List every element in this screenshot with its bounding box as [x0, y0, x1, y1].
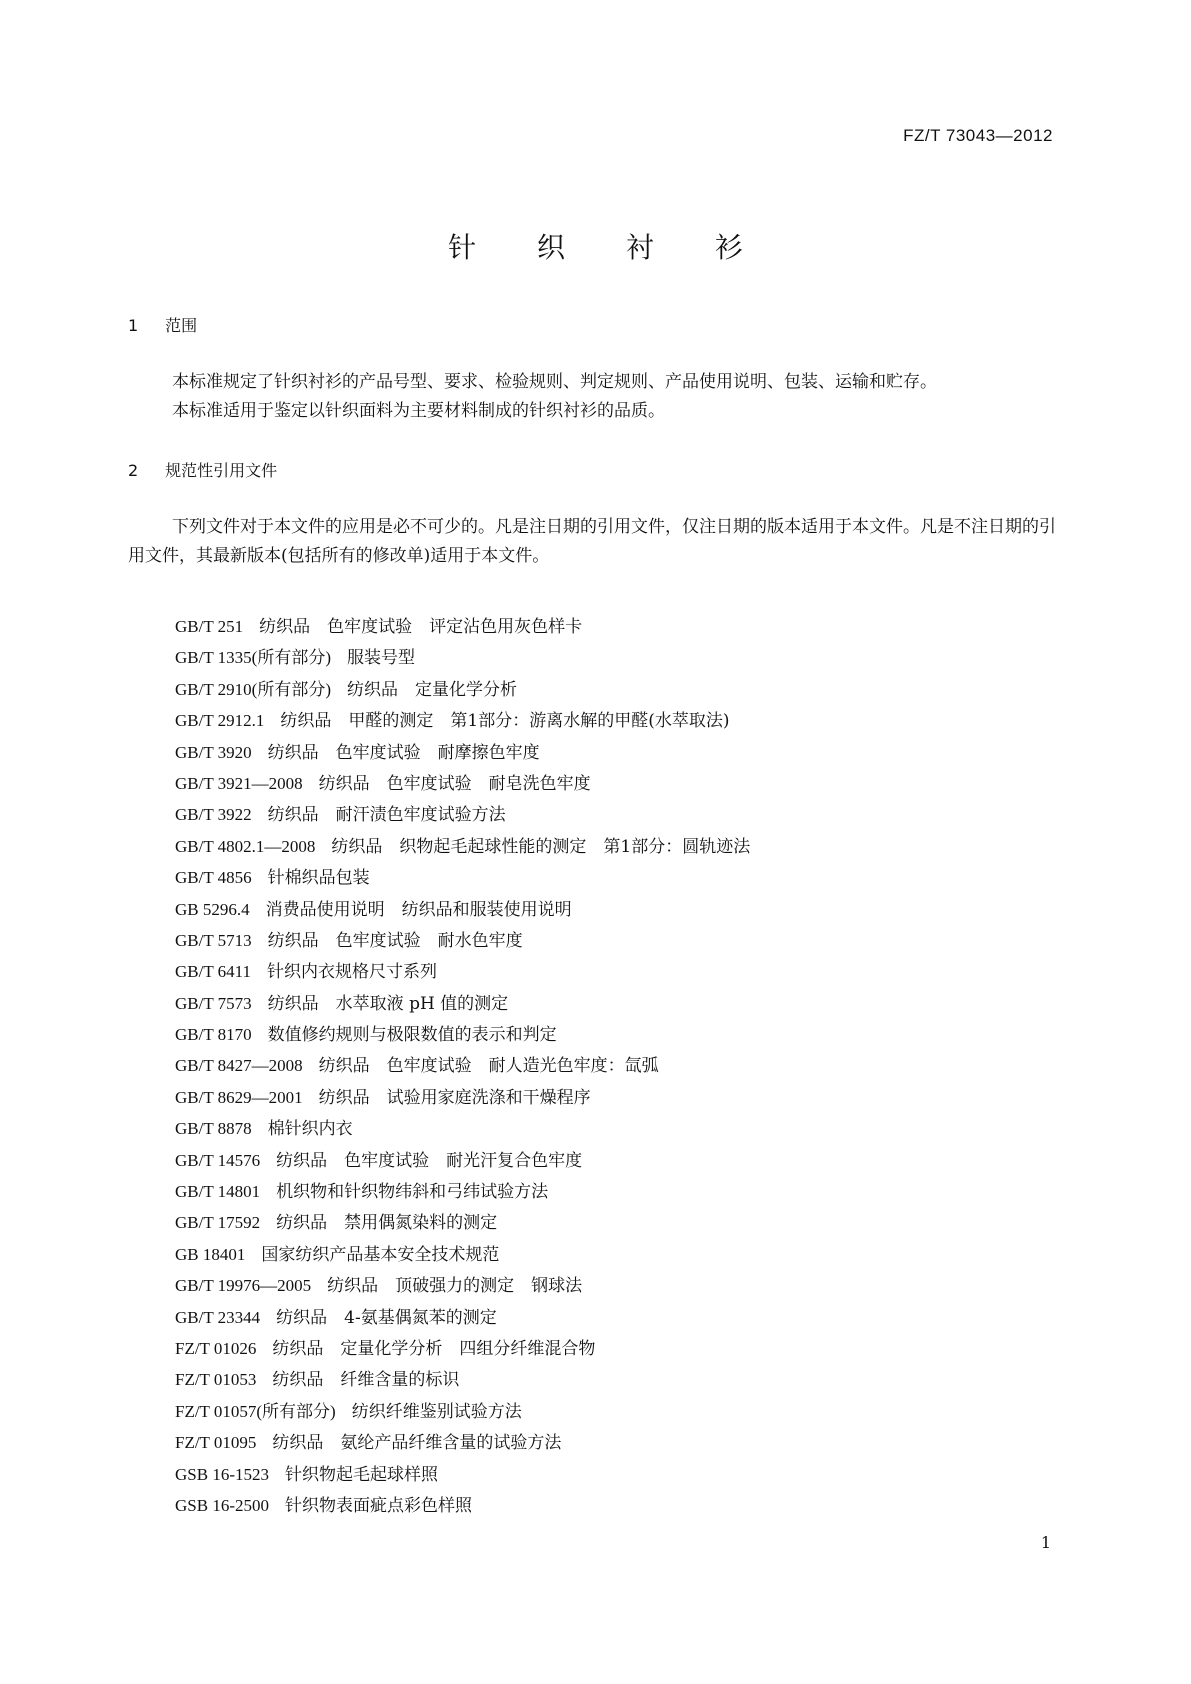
reference-item: [175, 1302, 750, 1333]
reference-code: GB/T 1335(所有部分): [175, 648, 331, 668]
reference-item: [175, 737, 750, 768]
reference-title: 纺织品 试验用家庭洗涤和干燥程序: [318, 1087, 591, 1108]
references-intro: [128, 513, 1068, 571]
paragraph: 本标准适用于鉴定以针织面料为主要材料制成的针织衬衫的品质。: [172, 401, 665, 421]
reference-code: GB 18401: [175, 1244, 246, 1264]
reference-title: 纺织品 色牢度试验 耐水色牢度: [267, 930, 523, 951]
reference-title: 纺织品 定量化学分析: [347, 679, 517, 700]
reference-item: [175, 988, 750, 1019]
reference-code: GB/T 2910(所有部分): [175, 679, 331, 699]
reference-title: 纺织品 定量化学分析 四组分纤维混合物: [272, 1338, 596, 1359]
page-number: 1: [1040, 1533, 1051, 1552]
standard-code: FZ/T 73043—2012: [903, 126, 1053, 145]
section-title: 规范性引用文件: [165, 461, 278, 480]
reference-code: FZ/T 01026: [175, 1338, 257, 1358]
reference-code: GB/T 251: [175, 617, 244, 636]
reference-title: 服装号型: [347, 648, 415, 669]
reference-code: GB/T 4802.1—2008: [175, 836, 316, 856]
reference-item: [175, 1019, 750, 1050]
paragraph: 本标准规定了针织衬衫的产品号型、要求、检验规则、判定规则、产品使用说明、包装、运输和贮存。: [172, 372, 937, 392]
reference-code: FZ/T 01053: [175, 1370, 257, 1390]
reference-item: [175, 1050, 750, 1081]
reference-item: [175, 705, 750, 736]
reference-title: 纺织品 纤维含量的标识: [272, 1370, 460, 1391]
reference-title: 纺织品 4-氨基偶氮苯的测定: [276, 1307, 497, 1328]
reference-code: GB/T 14576: [175, 1150, 261, 1170]
scope-text: [128, 368, 1068, 426]
reference-title: 纺织品 禁用偶氮染料的测定: [276, 1213, 498, 1234]
reference-item: [175, 831, 750, 862]
section-number: 1: [128, 316, 139, 335]
reference-code: GB/T 3920: [175, 742, 252, 762]
reference-code: GSB 16-2500: [175, 1495, 269, 1515]
reference-item: [175, 1270, 750, 1301]
reference-item: [175, 1364, 750, 1395]
reference-title: 纺织品 水萃取液 pH 值的测定: [267, 993, 509, 1014]
reference-item: [175, 956, 750, 987]
reference-code: GB 5296.4: [175, 899, 250, 919]
document-title: 针 织 衬 衫: [448, 231, 769, 264]
reference-title: 针织内衣规格尺寸系列: [267, 962, 438, 983]
reference-item: [175, 768, 750, 799]
reference-title: 国家纺织产品基本安全技术规范: [261, 1244, 500, 1265]
reference-item: [175, 611, 750, 642]
reference-list: [175, 611, 750, 1521]
reference-title: 机织物和针织物纬斜和弓纬试验方法: [276, 1182, 549, 1203]
reference-code: GB/T 8629—2001: [175, 1087, 303, 1107]
reference-title: 消费品使用说明 纺织品和服装使用说明: [265, 899, 572, 920]
reference-title: 针棉织品包装: [267, 868, 370, 889]
reference-item: [175, 925, 750, 956]
reference-title: 数值修约规则与极限数值的表示和判定: [267, 1025, 557, 1046]
reference-item: [175, 799, 750, 830]
reference-title: 纺织品 色牢度试验 耐皂洗色牢度: [318, 773, 591, 794]
reference-item: [175, 1396, 750, 1427]
reference-item: [175, 1459, 750, 1490]
paragraph: 下列文件对于本文件的应用是必不可少的。凡是注日期的引用文件，仅注日期的版本适用于本文件。凡是不注日期的引用文件，其最新版本(包括所有的修改单)适用于本文件。: [128, 517, 1056, 566]
reference-code: GB/T 3921—2008: [175, 773, 303, 793]
reference-code: GB/T 19976—2005: [175, 1276, 312, 1296]
reference-title: 针织物起毛起球样照: [284, 1464, 438, 1485]
reference-item: [175, 1176, 750, 1207]
reference-item: [175, 1207, 750, 1238]
reference-code: GB/T 8170: [175, 1025, 252, 1045]
reference-item: [175, 1427, 750, 1458]
reference-code: GB/T 6411: [175, 962, 252, 982]
reference-code: GB/T 17592: [175, 1213, 261, 1233]
section-heading-scope: [128, 313, 197, 336]
reference-item: [175, 862, 750, 893]
reference-code: GB/T 8427—2008: [175, 1056, 303, 1076]
reference-title: 纺织品 耐汗渍色牢度试验方法: [267, 805, 506, 826]
reference-title: 纺织纤维鉴别试验方法: [351, 1401, 522, 1422]
section-heading-normative-references: [128, 458, 277, 481]
reference-title: 纺织品 色牢度试验 耐光汗复合色牢度: [276, 1150, 583, 1171]
reference-title: 纺织品 色牢度试验 耐人造光色牢度：氙弧: [318, 1056, 659, 1077]
reference-code: GSB 16-1523: [175, 1464, 269, 1484]
reference-code: GB/T 14801: [175, 1182, 261, 1202]
reference-code: FZ/T 01057(所有部分): [175, 1401, 336, 1421]
reference-title: 针织物表面疵点彩色样照: [284, 1495, 472, 1516]
reference-title: 纺织品 甲醛的测定 第1部分：游离水解的甲醛(水萃取法): [280, 711, 730, 732]
reference-title: 纺织品 色牢度试验 评定沾色用灰色样卡: [259, 617, 583, 637]
reference-item: [175, 1113, 750, 1144]
reference-code: FZ/T 01095: [175, 1433, 257, 1453]
reference-code: GB/T 8878: [175, 1119, 252, 1139]
reference-title: 纺织品 色牢度试验 耐摩擦色牢度: [267, 742, 540, 763]
reference-code: GB/T 2912.1: [175, 711, 265, 731]
reference-code: GB/T 4856: [175, 868, 252, 888]
reference-title: 纺织品 氨纶产品纤维含量的试验方法: [272, 1433, 562, 1454]
reference-title: 棉针织内衣: [267, 1119, 353, 1140]
reference-code: GB/T 5713: [175, 930, 252, 950]
reference-title: 纺织品 顶破强力的测定 钢球法: [327, 1276, 583, 1297]
reference-item: [175, 1082, 750, 1113]
reference-item: [175, 894, 750, 925]
reference-item: [175, 1490, 750, 1521]
section-number: 2: [128, 461, 139, 480]
reference-item: [175, 674, 750, 705]
reference-code: GB/T 23344: [175, 1307, 261, 1327]
reference-item: [175, 1333, 750, 1364]
reference-code: GB/T 7573: [175, 993, 252, 1013]
reference-code: GB/T 3922: [175, 805, 252, 825]
reference-item: [175, 1145, 750, 1176]
reference-item: [175, 642, 750, 673]
reference-item: [175, 1239, 750, 1270]
reference-title: 纺织品 织物起毛起球性能的测定 第1部分：圆轨迹法: [331, 836, 751, 857]
section-title: 范围: [165, 316, 198, 335]
